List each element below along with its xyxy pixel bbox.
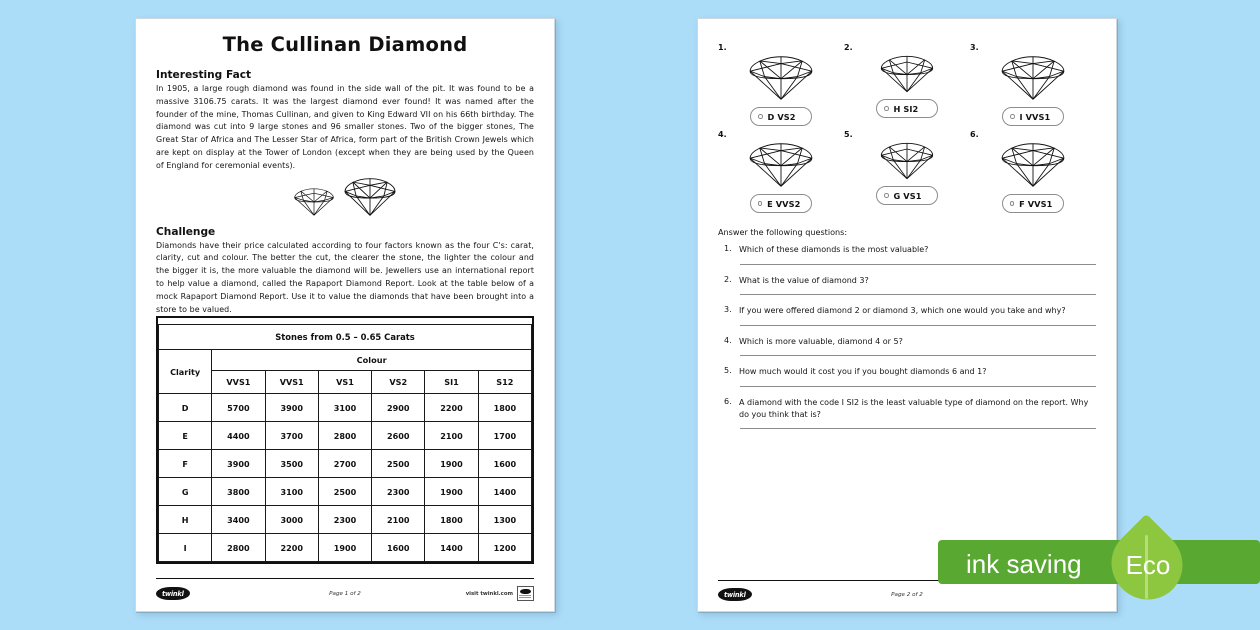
table-cell: 3900	[265, 394, 318, 422]
diamond-code: F VVS1	[1019, 198, 1053, 209]
question-item	[718, 244, 1096, 256]
table-col-header: VS1	[318, 371, 371, 394]
footer-url[interactable]: visit twinkl.com	[465, 590, 513, 597]
table-cell: 1800	[425, 506, 478, 534]
footer-page-label: Page 2 of 2	[891, 591, 923, 598]
diamond-item	[970, 130, 1096, 213]
diamond-item	[844, 130, 970, 213]
table-cell: 1900	[425, 478, 478, 506]
diamond-icon-small	[292, 187, 336, 217]
table-caption-row	[159, 325, 532, 350]
question-number: 4.	[724, 335, 732, 345]
answer-line[interactable]	[740, 428, 1096, 429]
table-cell: 3000	[265, 506, 318, 534]
question-number: 1.	[724, 244, 732, 253]
table-row	[159, 506, 532, 534]
twinkl-badge-line	[519, 595, 531, 596]
question-item	[718, 366, 1096, 378]
twinkl-badge-line	[519, 597, 531, 598]
section-heading-challenge: Challenge	[156, 225, 216, 238]
tag-hole-icon	[884, 106, 889, 111]
diamond-code-tag[interactable]	[1002, 194, 1065, 213]
diamond-item	[718, 130, 844, 213]
table-group-header-row	[159, 350, 532, 371]
diamond-code: D VS2	[767, 111, 796, 122]
page-1-footer	[156, 578, 534, 601]
table-col-header: S12	[478, 371, 531, 394]
table-row	[159, 478, 532, 506]
table-cell: 3800	[212, 478, 265, 506]
question-text: What is the value of diamond 3?	[739, 275, 869, 285]
table-col-header: VVS1	[265, 371, 318, 394]
twinkl-badge-icon	[517, 586, 534, 601]
table-cell: 2500	[318, 478, 371, 506]
table-cell: 2300	[318, 506, 371, 534]
diamond-number: 1.	[718, 43, 727, 52]
diamond-number: 2.	[844, 43, 853, 52]
diamond-code: H SI2	[893, 103, 919, 114]
table-cell: 1900	[318, 534, 371, 562]
diamond-code-tag[interactable]	[876, 99, 938, 118]
answer-line[interactable]	[740, 325, 1096, 326]
diamond-icon-large	[342, 177, 398, 217]
table-cell: 1400	[478, 478, 531, 506]
question-text: If you were offered diamond 2 or diamond 3, which one would you take and why?	[739, 306, 1066, 316]
question-item	[718, 336, 1096, 348]
table-row	[159, 422, 532, 450]
table-cell: 2600	[372, 422, 425, 450]
table-column-header-row	[159, 371, 532, 394]
diamond-icon	[998, 54, 1068, 102]
answer-line[interactable]	[740, 264, 1096, 265]
table-row	[159, 394, 532, 422]
table-caption: Stones from 0.5 – 0.65 Carats	[159, 325, 532, 350]
diamond-icon	[746, 54, 816, 102]
table-cell: 3100	[265, 478, 318, 506]
diamond-code-tag[interactable]	[1002, 107, 1064, 126]
tag-hole-icon	[884, 193, 889, 198]
eco-word: Eco	[1125, 550, 1171, 580]
table-cell: 2200	[425, 394, 478, 422]
eco-badge	[938, 533, 1260, 591]
section-challenge	[156, 226, 534, 317]
table-cell: 2100	[372, 506, 425, 534]
question-number: 5.	[724, 366, 732, 376]
table-cell: 1300	[478, 506, 531, 534]
answer-line[interactable]	[740, 294, 1096, 295]
twinkl-logo: twinkl	[718, 588, 752, 601]
answer-line[interactable]	[740, 386, 1096, 387]
diamond-item	[718, 43, 844, 126]
table-cell: 1900	[425, 450, 478, 478]
diamond-code-tag[interactable]	[750, 194, 813, 213]
diamond-code-tag[interactable]	[750, 107, 812, 126]
diamond-item	[844, 43, 970, 126]
footer-left	[718, 588, 843, 601]
diamond-grid	[718, 43, 1096, 213]
table-row	[159, 534, 532, 562]
question-text: How much would it cost you if you bought diamonds 6 and 1?	[739, 367, 987, 377]
table-body	[159, 394, 532, 562]
twinkl-logo: twinkl	[156, 587, 190, 600]
table-cell: 2900	[372, 394, 425, 422]
question-number: 2.	[724, 274, 732, 284]
table-cell: 5700	[212, 394, 265, 422]
worksheet-page-1	[135, 18, 555, 612]
diamond-code: I VVS1	[1019, 111, 1051, 122]
table-cell: 3500	[265, 450, 318, 478]
answer-line[interactable]	[740, 355, 1096, 356]
table-head	[159, 325, 532, 394]
footer-right	[409, 586, 534, 601]
question-item	[718, 305, 1096, 317]
twinkl-badge-blob	[520, 589, 531, 594]
tag-hole-icon	[1010, 114, 1015, 119]
diamond-code: E VVS2	[767, 198, 801, 209]
table-row-label: D	[159, 394, 212, 422]
table-cell: 2800	[318, 422, 371, 450]
diamond-icon	[878, 54, 936, 94]
table-cell: 3100	[318, 394, 371, 422]
table-col-header: SI1	[425, 371, 478, 394]
diamond-icon	[878, 141, 936, 181]
diamond-icon	[746, 141, 816, 189]
table-cell: 3700	[265, 422, 318, 450]
footer-left	[156, 587, 281, 600]
table-cell: 1200	[478, 534, 531, 562]
table-cell: 2700	[318, 450, 371, 478]
diamond-icon	[998, 141, 1068, 189]
diamond-number: 4.	[718, 130, 727, 139]
question-item	[718, 275, 1096, 287]
table-cell: 2100	[425, 422, 478, 450]
rapaport-diamond-report-table	[158, 324, 532, 562]
section-body-interesting-fact: In 1905, a large rough diamond was found in the side wall of the pit. It was found to be a massive 3106.75 carats. It was the largest diamond ever found! It was named after the founder of the mine, Thomas Cullinan, and given to King Edward VII on his 66th birthday. The diamond was cut into 9 large stones and 96 smaller stones. Two of the bigger stones, The Great Star of Africa and The Lesser Star of Africa, form part of the British Crown Jewels which are kept on display at the Tower of London (except when they are being used by the Queen of England for ceremonial events).	[156, 84, 534, 170]
tag-hole-icon	[758, 201, 763, 206]
table-cell: 3400	[212, 506, 265, 534]
table-cell: 1600	[478, 450, 531, 478]
table-cell: 2200	[265, 534, 318, 562]
table-col-header: VS2	[372, 371, 425, 394]
tag-hole-icon	[1010, 201, 1015, 206]
section-interesting-fact	[156, 69, 534, 173]
questions-list	[718, 244, 1096, 429]
table-group-header-colour: Colour	[212, 350, 532, 371]
table-col-header: VVS1	[212, 371, 265, 394]
diamond-number: 3.	[970, 43, 979, 52]
table-cell: 2800	[212, 534, 265, 562]
table-row-label: I	[159, 534, 212, 562]
diamond-illustration-pair	[156, 177, 534, 217]
diamond-code-tag[interactable]	[876, 186, 938, 205]
question-text: A diamond with the code I SI2 is the least valuable type of diamond on the report. Why do you think that is?	[739, 397, 1089, 419]
table-row-label: H	[159, 506, 212, 534]
section-heading-interesting-fact: Interesting Fact	[156, 69, 252, 81]
table-cell: 1400	[425, 534, 478, 562]
table-cell: 1700	[478, 422, 531, 450]
question-number: 3.	[724, 305, 732, 315]
table-cell: 2300	[372, 478, 425, 506]
page-title: The Cullinan Diamond	[222, 33, 468, 56]
worksheet-page-2	[697, 18, 1117, 612]
table-cell: 2500	[372, 450, 425, 478]
table-cell: 1600	[372, 534, 425, 562]
eco-label: ink saving	[966, 549, 1082, 579]
diamond-number: 5.	[844, 130, 853, 139]
table-cell: 3900	[212, 450, 265, 478]
table-row-label: F	[159, 450, 212, 478]
diamond-code: G VS1	[893, 190, 922, 201]
questions-intro: Answer the following questions:	[718, 227, 848, 237]
section-body-challenge: Diamonds have their price calculated according to four factors known as the four C's: carat, clarity, cut and colour. The better the cut, the clearer the stone, the lighter the colour and the bigger it is, the more valuable the diamond will be. Jewellers use an international report to help value a diamond, called the Rapaport Diamond Report. Look at the table below of a mock Rapaport Diamond Report. Use it to value the diamonds that have been brought into a store to be valued.	[156, 240, 534, 314]
table-row-header-label: Clarity	[159, 350, 212, 394]
question-number: 6.	[724, 396, 732, 406]
table-cell: 4400	[212, 422, 265, 450]
question-item	[718, 397, 1096, 420]
table-cell: 1800	[478, 394, 531, 422]
table-row	[159, 450, 532, 478]
table-row-label: G	[159, 478, 212, 506]
diamond-item	[970, 43, 1096, 126]
tag-hole-icon	[758, 114, 763, 119]
footer-page-label: Page 1 of 2	[329, 590, 361, 597]
question-text: Which is more valuable, diamond 4 or 5?	[739, 336, 903, 346]
question-text: Which of these diamonds is the most valuable?	[739, 245, 929, 254]
page-2-content	[718, 33, 1096, 439]
page-1-content	[156, 33, 534, 564]
table-row-label: E	[159, 422, 212, 450]
diamond-number: 6.	[970, 130, 979, 139]
rapaport-table-wrapper	[156, 316, 534, 564]
